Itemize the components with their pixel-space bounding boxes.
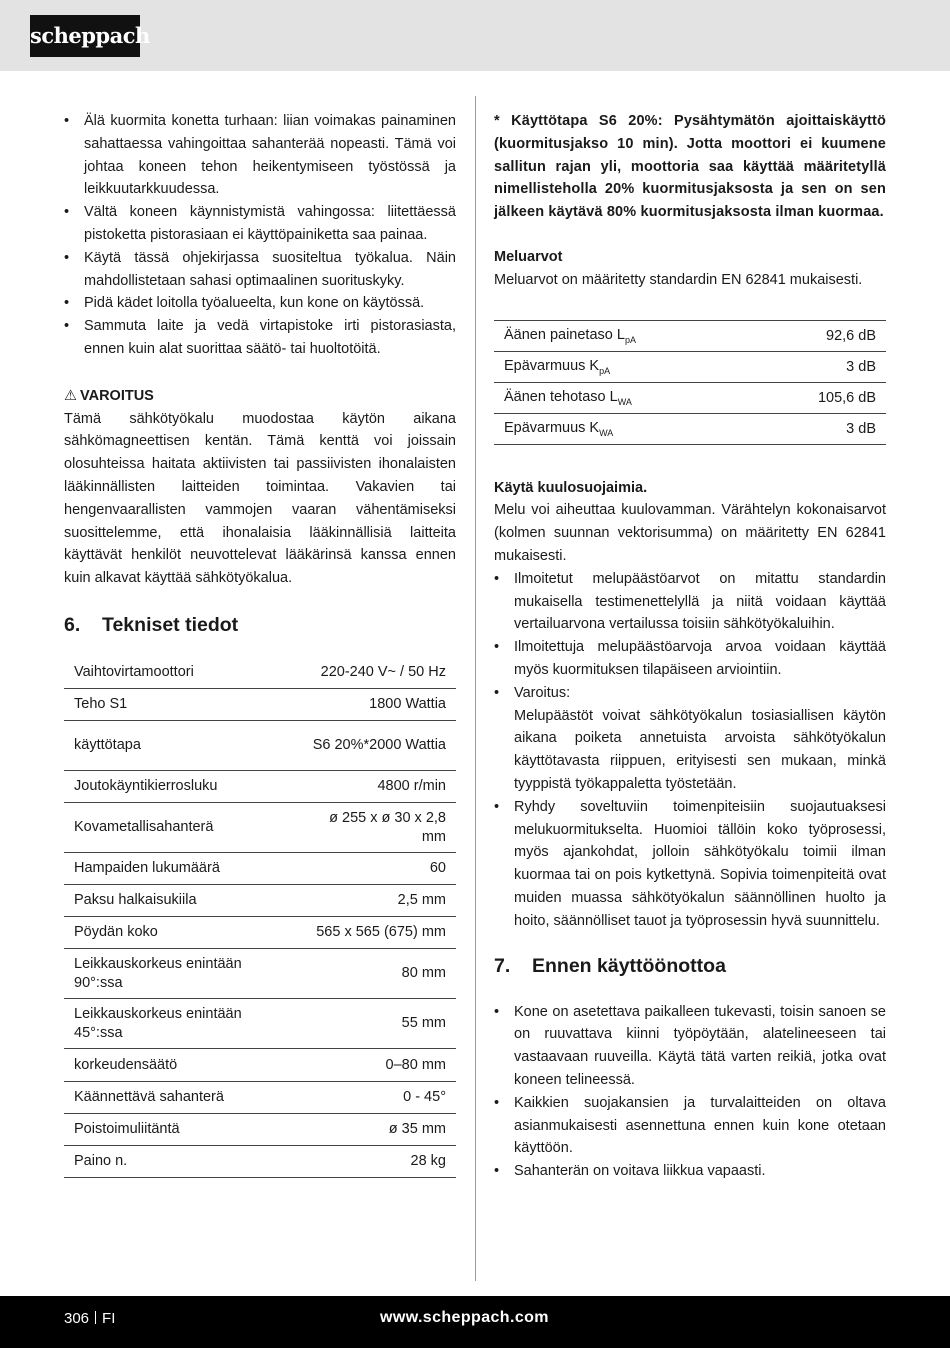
left-column (64, 110, 456, 1178)
spec-value: ø 255 x ø 30 x 2,8 mm (293, 803, 456, 853)
table-row (494, 413, 886, 444)
spec-key: Kovametallisahanterä (64, 803, 293, 853)
table-row (64, 689, 456, 721)
warning-text: Tämä sähkötyökalu muodostaa käytön aikana sähkömagneettisen kentän. Tämä kenttä voi joissain olosuhteissa haitata aktiivisten tai passiivisten ihonalaisten lääkinnällisten laitteiden toimintaa. Vakavien tai hengenvaarallisten vammojen vaaran vähentämiseksi suosittelemme, että ihonalaisia lääkinnällisiä laitteita käyttävät henkilöt neuvottelevat lääkärinsä kanssa ennen kuin alkavat käyttää sähkötyökalua. (64, 410, 456, 587)
list-item: • Sammuta laite ja vedä virtapistoke irti pistorasiasta, ennen kuin alat suorittaa säätö- tai huoltotöitä. (64, 315, 456, 361)
table-row (64, 803, 456, 853)
table-row (64, 1146, 456, 1178)
table-row (494, 320, 886, 351)
noise-label: Äänen painetaso $L_{pA}$ (494, 320, 753, 351)
noise-text: Meluarvot on määritetty standardin EN 62841 mukaisesti. (494, 271, 863, 288)
spec-value: 0–80 mm (293, 1049, 456, 1082)
technical-data-table (64, 656, 456, 1179)
table-row (64, 917, 456, 949)
spec-value: 565 x 565 (675) mm (293, 917, 456, 949)
table-row (494, 351, 886, 382)
table-row (64, 949, 456, 999)
hearing-bullet-list (494, 568, 886, 933)
noise-values-table (494, 320, 886, 445)
page-footer (0, 1296, 950, 1348)
list-item: • Ryhdy soveltuviin toimenpiteisiin suojautuaksesi melukuormitukselta. Huomioi tällöin koko työprosessi, myös ajankohdat, jolloin sähkötyökalu toimii ilman kuormaa tai on pois kytkettynä. Sopivia toimenpiteitä ovat muiden muassa sähkötyökalun säännöllinen huolto ja hoito, säännölliset tauot ja työprosessin hyvä suunnittelu. (494, 796, 886, 933)
warning-heading: ⚠ VAROITUS (64, 387, 154, 404)
duty-cycle-note: * Käyttötapa S6 20%: Pysähtymätön ajoittaiskäyttö (kuormitusjakso 10 min). Jotta moottori ei kuumene sallitun rajan yli, moottoria saa käyttää määritetyllä nimellisteholla 20% kuormitusjaksosta ja sen on sen jälkeen käytävä 80% kuormitusjaksosta ilman kuormaa. (494, 113, 886, 221)
spec-value: 220-240 V~ / 50 Hz (293, 656, 456, 689)
table-row (64, 721, 456, 771)
website-link[interactable]: www.scheppach.com (380, 1309, 549, 1326)
table-row (64, 853, 456, 885)
section-7-heading: 7. Ennen käyttöönottoa (494, 954, 726, 977)
spec-key: Leikkauskorkeus enintään 45°:ssa (64, 999, 293, 1049)
spec-value: 1800 Wattia (293, 689, 456, 721)
spec-value: 55 mm (293, 999, 456, 1049)
noise-label: Epävarmuus $K_{pA}$ (494, 351, 753, 382)
spec-key: Paksu halkaisukiila (64, 885, 293, 917)
table-row (64, 1114, 456, 1146)
spec-key: Pöydän koko (64, 917, 293, 949)
page-number: 306 FI (64, 1310, 116, 1327)
spec-key: käyttötapa (64, 721, 293, 771)
table-row (64, 771, 456, 803)
startup-bullet-list (494, 1001, 886, 1183)
scheppach-logo: scheppach (30, 15, 140, 57)
warning-triangle-icon: ⚠ (64, 387, 77, 404)
list-item: • Käytä tässä ohjekirjassa suositeltua työkalua. Näin mahdollistetaan sahasi optimaalinen suorituskyky. (64, 247, 456, 293)
list-item: • Sahanterän on voitava liikkua vapaasti. (494, 1160, 886, 1183)
list-item: • Kaikkien suojakansien ja turvalaitteiden on oltava asianmukaisesti asennettuna ennen kuin kone otetaan käyttöön. (494, 1092, 886, 1160)
varoitus-text: Melupäästöt voivat sähkötyökalun tosiasiallisen käytön aikana poiketa annetuista arvoista sähkötyökalun käyttötavasta riippuen, erityisesti sen mukaan, minkä tyyppistä työkappaletta työstetään. (514, 707, 886, 792)
hearing-protection-heading: Käytä kuulosuojaimia. (494, 479, 648, 496)
section-6-heading: 6. Tekniset tiedot (64, 613, 239, 636)
spec-key: Vaihtovirtamoottori (64, 656, 293, 689)
table-row (64, 999, 456, 1049)
spec-value: 60 (293, 853, 456, 885)
spec-value: S6 20%*2000 Wattia (293, 721, 456, 771)
list-item: • Ilmoitetut melupäästöarvot on mitattu standardin mukaisella testimenettelyllä ja niitä voidaan käyttää vertailuarvona vertailussa toisiin sähkötyökaluihin. (494, 568, 886, 636)
right-column (494, 110, 886, 1183)
spec-key: Leikkauskorkeus enintään 90°:ssa (64, 949, 293, 999)
noise-label: Äänen tehotaso $L_{WA}$ (494, 382, 753, 413)
table-row (494, 382, 886, 413)
spec-key: Poistoimuliitäntä (64, 1114, 293, 1146)
table-row (64, 1049, 456, 1082)
noise-label: Epävarmuus $K_{WA}$ (494, 413, 753, 444)
list-item: • Vältä koneen käynnistymistä vahingossa: liitettäessä pistoketta pistorasiaan ei käyttöpainiketta saa painaa. (64, 201, 456, 247)
spec-key: korkeudensäätö (64, 1049, 293, 1082)
list-item: • Varoitus: Melupäästöt voivat sähkötyökalun tosiasiallisen käytön aikana poiketa annetuista arvoista sähkötyökalun käyttötavasta riippuen, erityisesti sen mukaan, minkä tyyppistä työkappaletta työstetään. (494, 682, 886, 796)
hearing-text: Melu voi aiheuttaa kuulovamman. Värähtelyn kokonaisarvot (kolmen suunnan vektorisumma) on määritetty EN 62841 mukaisesti. (494, 502, 886, 564)
noise-heading: Meluarvot (494, 248, 563, 265)
table-row (64, 656, 456, 689)
list-item: • Pidä kädet loitolla työalueelta, kun kone on käytössä. (64, 292, 456, 315)
noise-value: 3 dB (753, 351, 886, 382)
spec-key: Joutokäyntikierrosluku (64, 771, 293, 803)
spec-value: 80 mm (293, 949, 456, 999)
table-row (64, 1082, 456, 1114)
spec-value: 28 kg (293, 1146, 456, 1178)
list-item: • Älä kuormita konetta turhaan: liian voimakas painaminen sahattaessa vahingoittaa sahanterää nopeasti. Tämä voi johtaa koneen tehon heikentymiseen työstössä ja leikkuutarkkuudessa. (64, 110, 456, 201)
noise-value: 3 dB (753, 413, 886, 444)
spec-key: Paino n. (64, 1146, 293, 1178)
spec-value: 2,5 mm (293, 885, 456, 917)
list-item: • Ilmoitettuja melupäästöarvoja arvoa voidaan käyttää myös kuormituksen tilapäiseen arviointiin. (494, 636, 886, 682)
spec-value: ø 35 mm (293, 1114, 456, 1146)
spec-key: Käännettävä sahanterä (64, 1082, 293, 1114)
list-item: • Kone on asetettava paikalleen tukevasti, toisin sanoen se on ruuvattava kiinni työpöytään, alatelineeseen tai vastaavaan ruuveilla. Käytä tätä varten reikiä, jotka ovat koneen telineessä. (494, 1001, 886, 1092)
noise-value: 105,6 dB (753, 382, 886, 413)
spec-key: Teho S1 (64, 689, 293, 721)
table-row (64, 885, 456, 917)
spec-value: 4800 r/min (293, 771, 456, 803)
spec-key: Hampaiden lukumäärä (64, 853, 293, 885)
spec-value: 0 - 45° (293, 1082, 456, 1114)
column-divider (475, 96, 476, 1281)
noise-value: 92,6 dB (753, 320, 886, 351)
safety-bullet-list (64, 110, 456, 361)
page-header (0, 0, 950, 71)
